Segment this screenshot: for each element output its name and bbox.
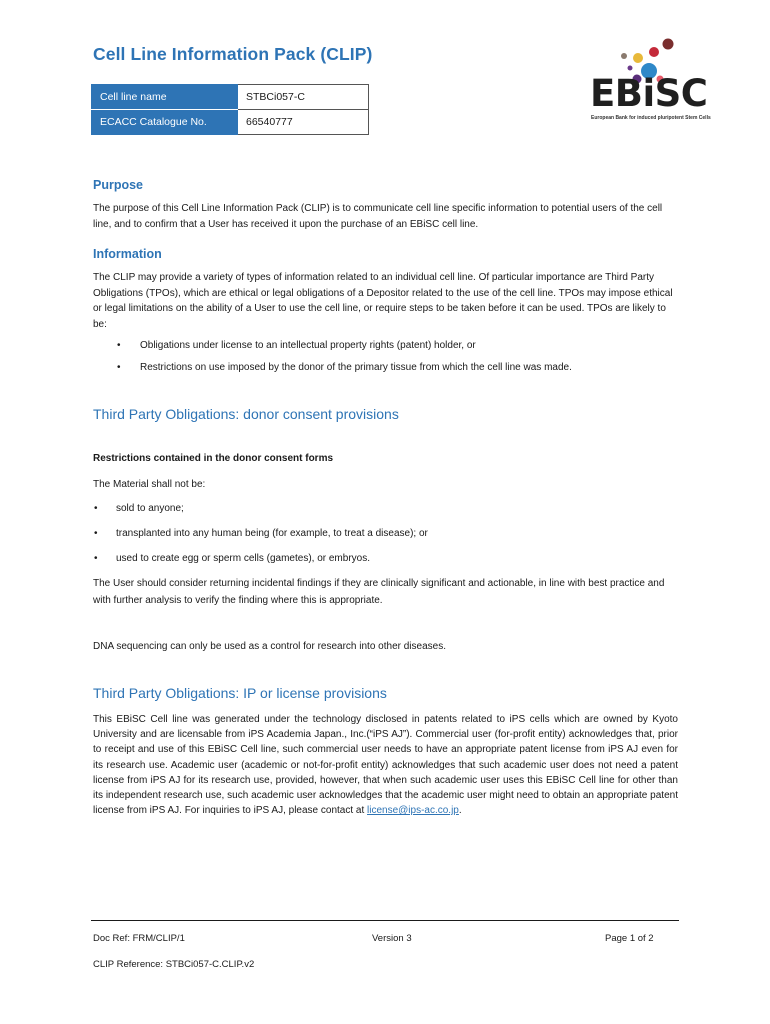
footer-version: Version 3 [372,933,412,944]
document-page: Cell Line Information Pack (CLIP) Cell line name STBCi057-C ECACC Catalogue No. 66540777 EBiSC European Bank for induced pluripotent Stem Cells Purpose The purpose of this Cell Line Information Pack (CLIP) is to communicate cell line specific information to potential users of the cell line, and to confirm that a User has received it upon the purchase of an EBiSC cell line. Information The CLIP may provide a variety of types of information related to an individual cell line. Of particular importance are Third Party Obligations (TPOs), which are ethical or legal obligations of a Depositor related to the use of the cell line. TPOs may impose ethical or legal limitations on the ability of a User to use the cell line, or require steps to be taken before it can be used. TPOs are likely to be: • Obligations under license to an intellectual property rights (patent) holder, or • Restrictions on use imposed by the donor of the primary tissue from which the cell line was made. Third Party Obligations: donor consent provisions Restrictions contained in the donor consent forms The Material shall not be: • sold to anyone; • transplanted into any human being (for example, to treat a disease); or • used to create egg or sperm cells (gametes), or embryos. The User should consider returning incidental findings if they are clinically significant and actionable, in line with best practice and with further analysis to verify the finding where this is appropriate. DNA sequencing can only be used as a control for research into other diseases. Third Party Obligations: IP or license provisions This EBiSC Cell line was generated under the technology disclosed in patents related to iPS cells which are owned by Kyoto University and are licensable from iPS Academia Japan., Inc.(“iPS AJ”). Commercial user (for-profit entity) acknowledges that, prior to receipt and use of this EBiSC Cell line, such commercial user needs to have an appropriate patent license from iPS AJ even for its research use. Academic user (academic or not-for-profit entity) acknowledges that such academic user does not need a patent license from iPS AJ for its research use, provided, however, that when such academic user uses this EBiSC Cell line for other than its independent research use, such academic user acknowledges that the academic user might need to obtain an appropriate patent license from iPS AJ. For inquiries to iPS AJ, please contact at license@ips-ac.co.jp. Doc Ref: FRM/CLIP/1 Version 3 Page 1 of 2 CLIP Reference: STBCi057-C.CLIP.v2 [0,0,770,1024]
bullet-icon: • [117,340,121,351]
donor-consent-intro: The Material shall not be: [93,479,206,490]
information-heading: Information [93,247,162,261]
cell-line-name-label: Cell line name [92,85,238,110]
footer-divider [91,920,679,921]
logo-tagline: European Bank for induced pluripotent Stem Cells [591,115,711,121]
cell-line-name-value: STBCi057-C [238,85,369,110]
donor-consent-heading: Third Party Obligations: donor consent provisions [93,406,399,422]
donor-consent-subheading: Restrictions contained in the donor consent forms [93,453,334,464]
cell-line-info-table [91,84,369,135]
table-row [92,110,369,135]
bullet-icon: • [94,553,98,564]
purpose-heading: Purpose [93,178,144,192]
footer-clip-reference: CLIP Reference: STBCi057-C.CLIP.v2 [93,959,255,970]
bullet-icon: • [94,503,98,514]
footer-doc-ref: Doc Ref: FRM/CLIP/1 [93,933,185,944]
dna-sequencing-text: DNA sequencing can only be used as a control for research into other diseases. [93,641,446,652]
bullet-icon: • [94,528,98,539]
ip-license-text: This EBiSC Cell line was generated under the technology disclosed in patents related to iPS cells which are owned by Kyoto University and are licensable from iPS Academia Japan., Inc.(“iPS AJ”). Commercial user (for-profit entity) acknowledges that, prior to receipt and use of this EBiSC Cell line, such commercial user needs to have an appropriate patent license from iPS AJ even for its research use. Academic user (academic or not-for-profit entity) acknowledges that such academic user does not need a patent license from iPS AJ for its research use, provided, however, that when such academic user uses this EBiSC Cell line for other than its independent research use, such academic user acknowledges that the academic user might need to obtain an appropriate patent license from iPS AJ. For inquiries to iPS AJ, please contact at license@ips-ac.co.jp. [93,714,678,817]
table-row [92,85,369,110]
ebisc-logo [586,38,726,130]
bullet-icon: • [117,362,121,373]
catalogue-number-value: 66540777 [238,110,369,135]
catalogue-number-label: ECACC Catalogue No. [92,110,238,135]
purpose-text: The purpose of this Cell Line Information Pack (CLIP) is to communicate cell line specific information to potential users of the cell line, and to confirm that a User has received it upon the purchase of an EBiSC cell line. [93,203,663,230]
page-title: Cell Line Information Pack (CLIP) [93,44,373,64]
information-text: The CLIP may provide a variety of types of information related to an individual cell line. Of particular importance are Third Party Obligations (TPOs), which are ethical or legal obligations of a Depositor related to the use of the cell line. TPOs may impose ethical or legal limitations on the ability of a User to use the cell line, or require steps to be taken before it can be used. TPOs are likely to be: [93,272,673,330]
logo-wordmark: EBiSC [590,72,708,115]
ip-license-heading: Third Party Obligations: IP or license provisions [93,685,387,701]
footer-page-number: Page 1 of 2 [605,933,654,944]
incidental-findings-text: The User should consider returning incidental findings if they are clinically significant and actionable, in line with best practice and with further analysis to verify the finding where this is appropriate. [93,578,665,606]
email-link[interactable]: license@ips-ac.co.jp [367,805,459,817]
